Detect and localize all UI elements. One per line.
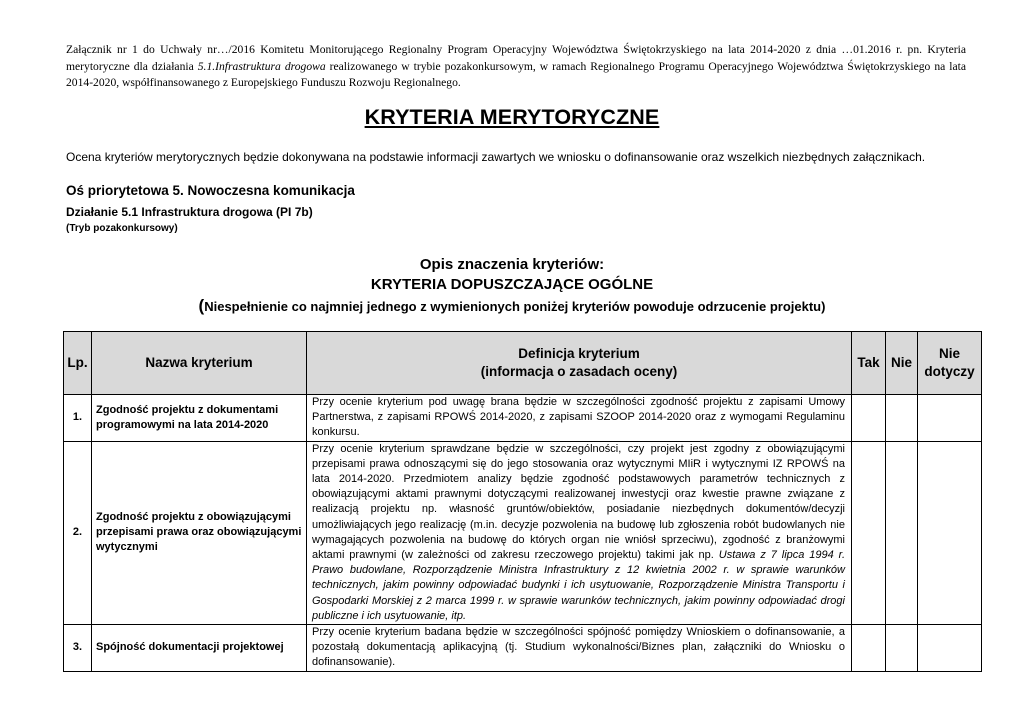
nie-dotyczy-cell: [918, 625, 982, 672]
table-row: [64, 441, 982, 624]
procedure-mode: (Tryb pozakonkursowy): [66, 223, 178, 234]
criteria-note: [0, 296, 1024, 316]
row-number: 1.: [64, 395, 92, 442]
tak-cell: [852, 625, 886, 672]
criteria-description-title: Opis znaczenia kryteriów:: [419, 256, 605, 273]
table-row: [64, 395, 982, 442]
header-nie-dotyczy-line2: dotyczy: [924, 364, 975, 379]
nie-cell: [886, 395, 918, 442]
header-name: Nazwa kryterium: [92, 332, 307, 395]
criterion-legal-acts: Ustawa z 7 lipca 1994 r. Prawo budowlane, Rozporządzenie Ministra Infrastruktury z 12 kwietnia 2002 r. w sprawie warunków technicznych, jakim powinny odpowiadać budynki i ich usytuowanie, Rozporządzenie Ministra Transportu i Gospodarki Morskiej z 2 marca 1999 r. w sprawie warunków technicznych, jakim powinny odpowiadać drogi publiczne i ich usytuowanie, itp.: [312, 549, 845, 622]
header-definition: [307, 332, 852, 395]
criteria-table: [63, 331, 982, 672]
criterion-definition-text: Przy ocenie kryterium sprawdzane będzie w szczególności, czy projekt jest zgodny z obowiązującymi przepisami prawa odnoszącymi się do jego stosowania oraz wytycznymi MIiR i wytycznymi IZ RPOWŚ na lata 2014-2020. Przedmiotem analizy będzie zgodność podstawowych parametrów technicznych z obowiązującymi aktami prawnymi dotyczącymi realizowanej inwestycji oraz kwestie prawne związane z realizacją projektu np. własność gruntów/obiektów, posiadanie niezbędnych dokumentów/decyzji umożliwiających jego realizację (m.in. decyzje pozwolenia na budowę lub zgłoszenia robót budowlanych nie wymagających pozwolenia na budowę do których organ nie wniósł sprzeciwu), zgodność z branżowymi aktami prawnymi (w zależności od zakresu rzeczowego projektu) takimi jak np.: [312, 442, 845, 562]
header-nie-dotyczy: [918, 332, 982, 395]
nie-cell: [886, 625, 918, 672]
priority-axis: Oś priorytetowa 5. Nowoczesna komunikacja: [66, 183, 355, 198]
page-title: KRYTERIA MERYTORYCZNE: [364, 105, 660, 129]
header-definition-line1: Definicja kryterium: [518, 346, 640, 361]
criterion-definition: Przy ocenie kryterium badana będzie w szczególności spójność pomiędzy Wnioskiem o dofinansowanie, a pozostałą dokumentacją aplikacyjną (tj. Studium wykonalności/Biznes plan, załączniki do Wniosku o dofinansowanie).: [307, 625, 852, 672]
header-text-start: Załącznik nr 1 do Uchwały nr…/2016 Komitetu Monitorującego Regionalny Program Operacyjny Województwa Świętokrzyskiego na lata 2014-2020 z dnia …01.2016 r. pn. Kryteria merytoryczne dla działania: [66, 43, 966, 73]
header-definition-line2: (informacja o zasadach oceny): [480, 364, 678, 379]
table-header-row: [64, 332, 982, 395]
document-header: [66, 42, 966, 92]
criterion-name: Zgodność projektu z dokumentami programowymi na lata 2014-2020: [92, 395, 307, 442]
header-nie: Nie: [886, 332, 918, 395]
row-number: 3.: [64, 625, 92, 672]
table-row: [64, 625, 982, 672]
row-number: 2.: [64, 441, 92, 624]
criteria-note-paren: (: [198, 296, 205, 315]
tak-cell: [852, 395, 886, 442]
criteria-note-text: Niespełnienie co najmniej jednego z wymienionych poniżej kryteriów powoduje odrzucenie projektu): [204, 299, 826, 314]
header-tak: Tak: [852, 332, 886, 395]
header-lp: Lp.: [64, 332, 92, 395]
header-nie-dotyczy-line1: Nie: [938, 346, 960, 361]
criteria-group-title: KRYTERIA DOPUSZCZAJĄCE OGÓLNE: [370, 276, 654, 293]
nie-dotyczy-cell: [918, 395, 982, 442]
intro-text: Ocena kryteriów merytorycznych będzie dokonywana na podstawie informacji zawartych we wniosku o dofinansowanie oraz wszelkich niezbędnych załącznikach.: [66, 150, 926, 164]
criterion-definition: [307, 441, 852, 624]
criterion-name: Spójność dokumentacji projektowej: [92, 625, 307, 672]
action-name: Działanie 5.1 Infrastruktura drogowa (PI 7b): [66, 205, 313, 219]
criterion-name: Zgodność projektu z obowiązującymi przepisami prawa oraz obowiązującymi wytycznymi: [92, 441, 307, 624]
header-text-end: realizowanego w trybie pozakonkursowym, w ramach Regionalnego Programu Operacyjnego Województwa Świętokrzyskiego na lata 2014-2020, współfinansowanego z Europejskiego Funduszu Rozwoju Regionalnego.: [66, 59, 967, 89]
criterion-definition: Przy ocenie kryterium pod uwagę brana będzie w szczególności zgodność projektu z zapisami Umowy Partnerstwa, z zapisami RPOWŚ 2014-2020, z zapisami SZOOP 2014-2020 oraz z wymogami Regulaminu konkursu.: [307, 395, 852, 442]
nie-cell: [886, 441, 918, 624]
tak-cell: [852, 441, 886, 624]
nie-dotyczy-cell: [918, 441, 982, 624]
header-action-name: 5.1.Infrastruktura drogowa: [197, 59, 326, 73]
